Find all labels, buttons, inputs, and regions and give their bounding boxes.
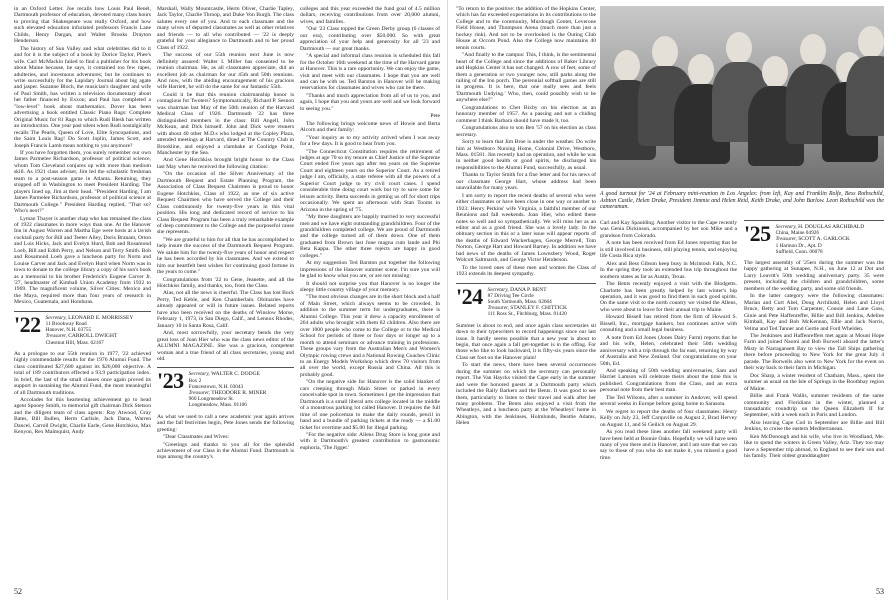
secretary-name: DANA P. BENT (510, 286, 547, 293)
class-officers (189, 371, 267, 408)
paragraph: "My three daughters are happily married to very successful men and we have eight outstanding grandchildren. Four of the grandchildren completed college. We are proud of Dartmouth and the college turned all of them down. One of them graduated from Brown last June magna cum laude and Phi Beta Kappa. The other three rejects are happy in good colleges." (300, 214, 440, 259)
treasurer-address: Chestnut Hill, Mass. 02167 (45, 339, 104, 346)
paragraph: "The most obvious changes are in the short block and a half of Main Street, which always seems to be crowded. In addition to the summer term for undergraduates, there is Alumni College. This year it drew a capacity enrollment of 264 adults who brought with them 82 children. Also there are over 1000 people who come to the College or to the Medical School for periods of three or four days or longer up to a month to attend seminars or advance training in professions. These groups vary from the Australian Men's and Women's Olympic rowing crews and a National Rowing Coaches Clinic to an Energy Models Workshop which drew 70 visitors from all over the world, except Russia and China. All this is probably good. (300, 294, 440, 378)
treasurer-name: STANLEY F. CHITTICK (510, 305, 568, 312)
paragraph: Thanks to Taylor Smith for a fine letter and for his news of our classmate George Hart, whose address had been unavailable for many years. (456, 172, 596, 192)
treasurer-address-2: Suffield, Conn. 06078 (775, 248, 823, 255)
secretary-name: WALTER C. DODGE (211, 371, 260, 378)
secretary-role: Secretary, (45, 314, 67, 321)
treasurer-address: 111 Ross St., Fitchburg, Mass. 01420 (487, 311, 567, 318)
paragraph: "Greetings and thanks to you all for the splendid achievement of our Class in the Alumni Fund. Dartmouth is tops among the country's (157, 441, 294, 461)
secretary-address-1: Box 2 (188, 377, 202, 384)
paragraph: "And finally to the campus: This, I think, is the sentimental heart of the College and since the additions of Baker Library and Hopkins Center it has not changed. A row of feet, some of them a generation or two younger now, still parks along the railing of the Inn porch. The perennial softball games are still in progress. It is here, that one really sees and feels 'Dartmouth Undying.' Who, then, could possibly wish to be anywhere else?" (456, 52, 596, 104)
paragraph: As you read these lines another fall weekend party will have been held at Bonnie Oaks. Hopefully we will have seen many of you there and in Hanover, and I am sure that we can say to those of you who do not make it, you missed a good time. (600, 429, 737, 461)
class-year: '25 (744, 221, 771, 246)
paragraph: At my suggestion Ted Barston put together the following impressions of the Hanover summer scene. I'm sure you will be glad to know what you are, or are not missing: (300, 260, 440, 280)
treasurer-name: SCOTT A. GARLOCK (798, 236, 850, 243)
paragraph: To start the news, there have been several occurrences during the summer on which the secretary can personally report. The Van Haycks visited the Cape early in the summer and were the honored guests at a Dartmouth party which included the Rally Barkers and the Bents. It was good to see them, particularly to listen to their travel and walk after her many problems. The Bents also enjoyed a visit from the Wheatleys, and a luncheon party at the Wheatleys' home in Abington, with the Jenkinses, Holmlunds, Beattie Adams, Helen (456, 362, 596, 427)
paragraph: The largest assembly of '25ers during the summer was the happy gathering at Sunapee, N.H., on June 12 at Dot and Larry Leavitt's 50th wedding anniversary party. 35 were present, including the children and grandchildren, some members of the wedding party, and some old friends. (744, 260, 884, 292)
treasurer-role: Treasurer, (775, 236, 797, 243)
treasurer-role: Treasurer, (188, 390, 210, 397)
reunion-photo (600, 6, 884, 188)
left-column-3 (300, 6, 440, 590)
paragraph: Congratulations from '22 to Gene, Jeanette, and all the Hotchkiss family, and thanks, too, from the Class. (157, 276, 294, 290)
secretary-address-1: 11 Brookway Road (45, 321, 87, 328)
class-year: '22 (14, 311, 41, 337)
secretary-address-2: Hanover, N.H. 03755 (45, 327, 92, 334)
paragraph: It should not surprise you that Hanover is no longer the sleepy little country village of your memory. (300, 280, 440, 294)
signature: Pete (430, 113, 440, 120)
paragraph: And, most sorrowfully, your secretary bends the very great loss of Joan Hier who was the class news editor of the ALUMNI MAGAZINE. She was a gracious, competent woman and a true friend of all class secretaries, young and old. (157, 330, 294, 363)
paragraph: in an Oxford Letter. Joe recalls how Louis Paul Benét, Dartmouth professor of education, devoted many class hours to proving that Shakespeare was really Oxford, and how such elevated education infuriated professors Francis Lane Childs, Henry Dargan, and Walter Brooks Drayton Henderson. (14, 6, 151, 45)
paragraph: The success of our 55th reunion next June is now definitely assured: Walter I. Miller has consented to be reunion chairman. He, as all classmates appreciate, did an excellent job as chairman for our 45th and 50th reunions. And now, with the abiding encouragement of his gracious wife Harriett, he will do the same for our fantastic 55th. (157, 52, 294, 91)
paragraph: "Our '23 Class topped the Green Derby group (6 classes of our era), contributing over $50,000. So with great appreciation of your help and generosity for all '23 and Dartmouth — our great thanks. (300, 26, 440, 52)
class-heading-1925 (744, 220, 884, 255)
treasurer-address-1: 1 Harmon Dr., Apt. D (775, 242, 822, 249)
secretary-role: Secretary, (775, 224, 797, 230)
paragraph: Billie and Frank Wallis, summer residents of the same community and Floridians in the winter, planned a transatlantic roundtrip on the Queen Elizabeth II for September, with a week each in Paris and London. (744, 393, 884, 419)
left-column-2 (157, 6, 294, 590)
col1-top-text (14, 6, 151, 306)
paragraph: Ken McDonough and his wife, who live in Woodland, Me. like to spend the winters in Green Valley, Ariz. They too may have a September trip abroad, to England to see their son and his family. Their oldest granddaughter (744, 433, 884, 460)
secretary-role: Secretary, (487, 286, 509, 293)
treasurer-address-2: Longmeadow, Mass. 01106 (188, 402, 247, 409)
paragraph: A note from Ed Jones (Jones Dairy Farm) reports that he and his wife, Helen, celebrated their 50th wedding anniversary with a trip through the far east, returning by way of Australia and New Zealand. Our congratulations on your 50th, Ed. (600, 334, 737, 367)
paragraph: Accolades for this heartening achievement go to head agent Spooey Smith, to memorial gift chairman Dick Stetson and the diligent team of class agents: Ray Atwood, Gray Bates, Bill Bullen, Herm Carlisle, Jack Dana, Warren Dancel, Carroll Dwight, Charlie Earle, Gene Hotchkiss, Max Kenyon, Rex Malmquist, Andy (14, 397, 151, 436)
paragraph: Doc Sharp, a winter resident of Chatham, Mass., spent the summer as usual on the Isle of Springs in the Boothbay region of Maine. (744, 372, 884, 392)
col1-bottom-text (456, 323, 596, 427)
treasurer-role: Treasurer, (45, 333, 67, 340)
paragraph: colleges and this year exceeded the fund goal of 4.5 million dollars, receiving contributions from over 20,000 alumni, wives, and families. (300, 6, 440, 25)
paragraph: "On the negative side for Hanover is the solid blanket of cars creeping through Main Street or parked in every conceivable spot in town. Sometimes I get the impression that Dartmouth is a small liberal arts college located in the middle of a monstrous parking lot called Hanover. It requires the full time of one policeman to make the daily rounds, pencil in hand and a bundle of parking tickets at the ready — a $1.00 ticket for overtime and $5.00 for illegal parking. (300, 379, 440, 431)
paragraph: I am sorry to report the recent deaths of several who were either classmates or have been close in one way or another to 1923: Henry Perkins' wife Virginia, a faithful member of our Reunions and fall weekends. Joan Hier, who edited these notes so well and so sympathetically. We will miss her as an editor and as a good friend. She was a lovely lady. In the obituary section in this or a later issue will appear reports of the deaths of Edward Wackerhagen, George Merrell, Tom Norton, George Hart and Howard Barney. In addition we have had news of the deaths of James Lownsbery Wood, Roger Wolcott Saltmarsh, and George Victor Henderson. (456, 192, 596, 264)
paragraph: Sorry to learn that Jim Broe is under the weather. Do write him at Westboro Nursing Home, Colonial Drive, Westboro, Mass. 01581. Jim recently had an operation, and while he was in neither good health or good spirits, he discharged his responsibilities to the Alumni Fund, successfully, as usual. (456, 139, 596, 171)
paragraph: The history of Sun Valley and what celebrities did to it and for it is the subject of a book by Dorice Taylor, Phee's wife. Carl McMackin failed to find a publisher for his book about Maine because, he says, it contained too few rapes, adulteries, and incestuous adventures; but he continues to write successfully for the Lapidary Journal about big agate and jasper. Suzanne Bloch, the musician's daughter and wife of Paul Smith, has written a television documentary about her father financed by Exxon; and Paul has completed a "low-level" book about mathematics. Dover has been advertising a book entitled Classic Piano Rags: Complete Original Music for 81 Rags to which Rudi Blesh has written an introduction. One year past silent when Rudi nostalgically recalls The Pearls, Queen of Love, Elite Syncopations, and the Saint Louis Rag! Do Scott Joplin, James Scott, and Joseph Francis Lamb mean nothing to you anymore? (14, 45, 151, 149)
paragraph: Congratulations also to son Ben '57 on his election as class secretary. (456, 125, 596, 138)
paragraph: Summer is about to end, and once again class secretaries sit down to their typewriters to record happenings since our last issue. It hardly seems possible that a new year is about to begin, that once again a fall get-together is in the offing. For those who like to look backward, it is fifty-six years since the Class set foot on the Hanover plain! (456, 322, 596, 361)
treasurer-name: CARROLL DWIGHT (68, 333, 118, 340)
paragraph: "On the occasion of the Silver Anniversary of the Dartmouth Bequest and Estate Planning Program, the Association of Class Bequest Chairmen is proud to honor Eugene Hotchkiss, Class of 1922, as one of six active Bequest Chairmen who have served the College and their Class continuously for twenty-five years in this vital position. His long and dedicated record of service to his Class Bequest Program has been a truly remarkable example of deep commitment to the College and the purposeful cause she represents. (157, 171, 294, 236)
paragraph: Could it be that this reunion chairmanship honor is contagious for Twoters? Symptomatically, Richard P. Sesnon was chairman last May of the 50th reunion of the Harvard Medical Class of 1926. Dartmouth '22 has three distinguished members in the class: Bill Angell, John McKean, and Dick himself. John and Dick were reuners with about 40 other M.D.s who lodged at the Copley Plaza, attended meetings at Harvard, dined at The Country Club in Brookline, and enjoyed a clambake at Coolidge Point, Manchester by the Sea. (157, 91, 294, 156)
photo-caption: A good turnout for '24 at February mini-reunion in Los Angeles: from left, Kay and Franklin Rolfe, Bess Rothschild, Ashton Castle, Helen Drake, President Jimmie and Helen Reid, Keith Drake, and John Barlow. Leon Rothschild was the cameraman. (600, 191, 884, 211)
col2-bottom-text (157, 414, 294, 461)
paragraph: "A special and informal class reunion is scheduled this fall for the October 16th weekend at the time of the Harvard game at Hanover. This is a rare opportunity. We can enjoy the game, visit and meet with our classmates. I hope that you are well and can be with us. Ted Barston in Hanover will be making reservations for classmates and wives who can be there. (300, 53, 440, 92)
paragraph: In the latter category were the following classmates: Marian and Curt Abel, Doug Archibald, Helen and Lloyd Bruce, Betty and Tom Carpenter, Connie and Lane Goss, Ginie and Pete Haffenreffer, Billie and Bill Jenkins, Adeline Kimball, Kay and Bob McKennan, Ellie and Jack Norris, Velma and Ted Tanner and Gertie and Ford Whelden. (744, 293, 884, 332)
secretary-address-1: 87 Driving Tee Circle (487, 292, 534, 299)
treasurer-name: THEODORE R. MINER (211, 390, 267, 397)
class-officers (46, 315, 134, 346)
left-column-1 (14, 6, 151, 590)
right-column-1 (456, 6, 596, 590)
paragraph: "We are grateful to him for all that he has accomplished to help insure the success of the Dartmouth Bequest Program. We salute him for the twenty-five years of honor and respect he has been accorded by his classmates. And we extend to him our heartfelt best wishes for continuing good fortune in the years to come." (157, 236, 294, 276)
treasurer-role: Treasurer, (487, 305, 509, 312)
paragraph: And Gene Hotchkiss brought bright honor to the Class last May when he received the following citation: (157, 157, 294, 170)
page-number: 52 (14, 587, 22, 596)
paragraph: "The Connecticut Constitution requires the retirement of judges at age 70 so my tenure as Chief Justice of the Supreme Court ended five years ago after ten years on the Supreme Court and eighteen years on the Superior Court. As a retired judge I am, officially, a state referee with all the powers of a Superior Court judge to try civil court cases. I spend considerable time doing court work but try to save some for leisure activity. Berta succeeds in getting us off for short trips occasionally. We spent an afternoon with Stan Tooms in Arizona in the spring of '75. (300, 148, 440, 213)
paragraph: Also leaving Cape Cod in September are Billie and Bill Jenkins, to cruise the eastern Mediterranean. (744, 419, 884, 433)
paragraph: "Your inquiry as to my activity arrived when I was away for a few days. It is good to hear from you. (300, 134, 440, 148)
class-officers (776, 224, 865, 255)
paragraph: "To return to the positive: the addition of the Hopkins Center, which has far exceeded expectations in its contributions to the College and to the community, Murdough Center, Leverone Field House, and Thompson Arena (much more than just a hockey rink). And not to be overlooked is the Outing Club House at Occom Pond. Also the College now maintains 40 tennis courts. (456, 6, 596, 51)
class-heading-1924 (456, 283, 596, 318)
class-heading-1923 (157, 367, 294, 408)
paragraph: As a prologue to our 55th reunion in 1977, '22 achieved highly commendable results for the 1976 Alumni Fund. The class contributed $27,680 against its $26,000 objective. A total of 189 contributors effected a 93.9 participation index. In brief, the last of the small classes once again proved its support in sustaining the Alumni Fund, the most meaningful of all Dartmouth traditions. (14, 350, 151, 396)
secretary-address: China, Maine 04926 (775, 230, 820, 237)
paragraph: The Bents recently enjoyed a visit with the Blodgetts. Charlotte has been greatly helped by last winter's hip operation, and it was good to find them in such good spirits. On the same visit to the north country we visited the Allens, who were about to leave for their annual trip to Maine. (600, 281, 737, 313)
class-year: '24 (456, 283, 483, 309)
right-page (448, 0, 896, 600)
treasurer-address-1: 960 Longmeadow St. (188, 396, 235, 403)
col1-bottom-text (14, 351, 151, 436)
paragraph: Howard Bissell has retired from the firm of Howard S. Bissell, Inc., mortgage bankers, but continues active with consulting and a small legal business. (600, 314, 737, 334)
secretary-address-2: Francestown, N.H. 03043 (188, 383, 244, 390)
paragraph: We regret to report the deaths of four classmates: Henry Kelly on July 23, Jeff Carquville on August 2, Brad Hervey on August 11, and Si Geilich on August 29. (600, 408, 737, 428)
class-year: '23 (157, 368, 184, 394)
paragraph: If you have forgotten them, you surely remember our own James Parmelee Richardson, professor of political science, whom Tom Cleveland conjures up with more than medium skill. As 1921 class adviser, Jim led the scholastic freshman team to a post-season game in Atlanta. Returning, they stopped off in Washington to meet President Harding. The players lined up, Jim at their head. "President Harding, I am James Parmelee Richardson, professor of political science at Dartmouth College." President Harding replied, "That so? Who's next?" (14, 149, 151, 215)
paragraph: As what we used to call a new academic year again arrives and the fall festivities begin, Pete Jones sends the following greeting: (157, 413, 294, 433)
paragraph: "Thanks and much appreciation from all of us to you, and again, I hope that you and yours are well and we look forward to seeing you." (300, 92, 440, 112)
secretary-name: H. DOUGLAS ARCHIBALD (798, 224, 865, 230)
secretary-address-2: South Yarmouth, Mass. 02664 (487, 298, 552, 305)
paragraph: And speaking of 50th wedding anniversaries, Sam and Harriet Lamson will celebrate theirs about the time this is published. Congratulations from the Class, and an extra personal note from their best man. (600, 367, 737, 394)
paragraph: The following brings welcome news of Howie and Berta Alcorn and their family: (300, 120, 440, 134)
paragraph: Alex and Bess Gibson keep busy in Mcintosh Falls, N.C. In the spring they took an extended bus trip throughout the southern states as far as Austin, Texas. (600, 260, 737, 280)
class-heading-1922 (14, 311, 151, 346)
secretary-name: LEONARD E. MORRISSEY (68, 314, 134, 321)
paragraph: "Dear Classmates and Wives: (163, 434, 230, 441)
col2-top-text (157, 6, 294, 362)
col1-top-text (456, 6, 596, 278)
paragraph: Congratulations to Chet Bixby on his election as an honorary member of 1957. As a passing and not a chiding comment I think Barbara should have made it, too. (456, 104, 596, 124)
page-number: 53 (876, 587, 884, 596)
secretary-role: Secretary, (188, 371, 210, 378)
paragraph: A note has been received from Ed Jones reporting that he is still involved in business, still playing tennis, and enjoying life Costa Rica style. (600, 240, 737, 260)
paragraph: Carl and Kay Spaulding. Another visitor to the Cape recently was Genia Dickinson, accompanied by her son Mike and a grandson from Colorado. (600, 220, 737, 239)
class-officers (488, 287, 567, 318)
paragraph: The Jenkinses and Haffenreffers met again at Mount Hope Farm and joined Naomi and Bob Borwell aboard the latter's Misty in Narragansett Bay to view the Tall Ships gathering there before proceeding to New York for the great July 4 parade. The Borwells also went to New York for the event on their way back to their farm in Michigan. (744, 333, 884, 372)
right-column-2 (600, 220, 737, 590)
paragraph: To the loved ones of these men and women the Class of 1923 extends its deepest sympathy. (456, 264, 596, 278)
paragraph: "For the negative side: Allens Drug Store is long gone and with it Dartmouth's greatest contribution to gastronomic euphoria, 'The Jigger.' (300, 432, 440, 451)
paragraph: The Ted Wilsons, after a summer in Andover, will spend several weeks in Europe before going home to Sarasota. (600, 394, 737, 408)
paragraph: Lyman Thayer is another chap who has remained the class of 1922 classmates in more ways than one. At the Hanover Inn in August Warren and Martha Ege were hosts at a lavish cocktail party for Bill and Teeter Alley, Doris Branam, Orton and Lois Hicks, Jack and Evelyn Hurd, Bob and Rosamond Loeb, Bill and Edith Perry, and Nelson and Terry Smith. Bob and Rosamond Loeb gave a luncheon party for Norm and Louise Carver and Jack and Evelyn Hurd when Norm was in town to donate to the college library a copy of his son's book as a memorial to his brother Frederick's Eugene Carver Jr. '27, headmaster of Kimball Union Academy from 1932 to 1969. The magnificent volume, Silver Cities: Mexico and the Maya, required more than four years of research in Mexico, Guatemala, and Honduras. (14, 215, 151, 306)
right-column-3 (744, 220, 884, 590)
paragraph: Marshall, Wally Mountcastle, Herm Oliver, Charlie Tapley, Jack Taylor, Charlie Throop, and Duke Von Burgh. The class salutes every one of you. And to each classmate and the many wives of departed classmates as well as other relatives and friends — to all who contributed — '22 is deeply grateful for your allegiance to Dartmouth and to her proud Class of 1922. (157, 6, 294, 51)
paragraph: Alas, not all the news is cheerful. The Class has lost Buck Perry, Ted Keble, and Ken Chamberlain. Obituaries have already appeared or will in future issues. Belated reports have also been received on the deaths of Winslow Morse, February 1, 1973, in San Diego, Calif., and Lennox Rhodes, January 10 in Santa Rosa, Calif. (157, 290, 294, 329)
